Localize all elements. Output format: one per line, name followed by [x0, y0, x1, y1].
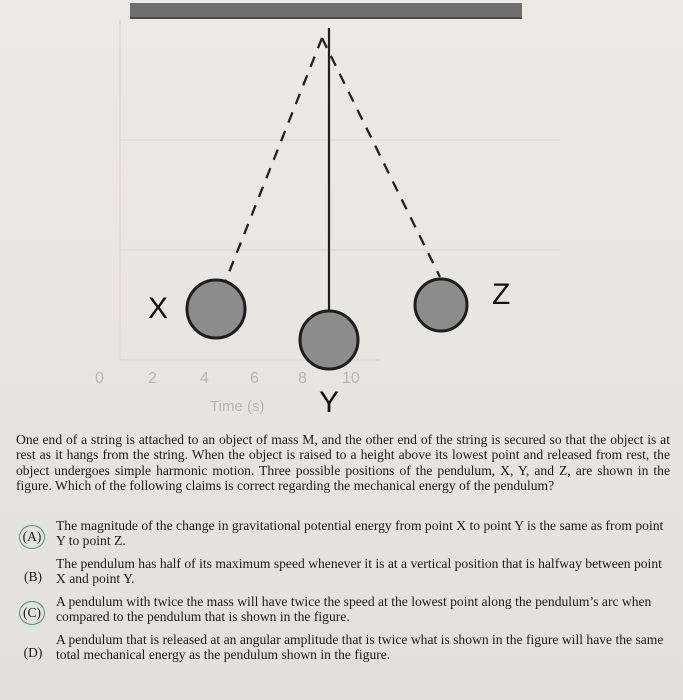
- label-y: Y: [319, 386, 340, 419]
- label-z: Z: [492, 278, 511, 311]
- ghost-tick: 4: [200, 370, 209, 387]
- choice-text: The magnitude of the change in gravitational potential energy from point X to point Y is the same as from point Y to point Z.: [56, 518, 664, 549]
- choice-letter: (A): [19, 525, 45, 549]
- choice-letter: (C): [19, 601, 45, 625]
- label-x: X: [148, 292, 169, 325]
- question-stem: One end of a string is attached to an object of mass M, and the other end of the string is secured so that the object is at rest as it hangs from the string. When the object is raised to a height above its lowest point and released from rest, the object undergoes simple harmonic motion. Three possible positions of the pendulum, X, Y, and Z, are shown in the figure. Which of the following claims is correct regarding the mechanical energy of the pendulum?: [16, 432, 670, 494]
- choice-a[interactable]: [14, 518, 674, 556]
- choice-letter: (D): [23, 645, 43, 660]
- ghost-tick: 10: [342, 370, 360, 387]
- choice-letter: (B): [24, 569, 42, 584]
- choice-text: A pendulum that is released at an angular amplitude that is twice what is shown in the figure will have the same total mechanical energy as the pendulum shown in the figure.: [56, 632, 664, 663]
- choice-text: A pendulum with twice the mass will have twice the speed at the lowest point along the pendulum’s arc when compared to the pendulum that is shown in the figure.: [56, 594, 652, 625]
- choice-c[interactable]: [14, 594, 674, 632]
- string-to-x: [224, 38, 322, 285]
- bob-z: [415, 279, 467, 331]
- ceiling-support: [130, 3, 522, 18]
- string-to-z: [322, 38, 440, 277]
- choice-text: The pendulum has half of its maximum speed whenever it is at a vertical position that is halfway between point X and point Y.: [56, 556, 662, 587]
- ghost-axis-title: Time (s): [210, 398, 265, 415]
- ghost-tick: 6: [250, 370, 259, 387]
- choice-d[interactable]: [14, 632, 674, 670]
- ghost-tick: 0: [95, 370, 104, 387]
- bob-y: [300, 311, 358, 369]
- answer-choices: [14, 518, 674, 670]
- bob-x: [187, 280, 245, 338]
- ghost-tick: 8: [298, 370, 307, 387]
- choice-b[interactable]: [14, 556, 674, 594]
- ghost-tick: 2: [148, 370, 157, 387]
